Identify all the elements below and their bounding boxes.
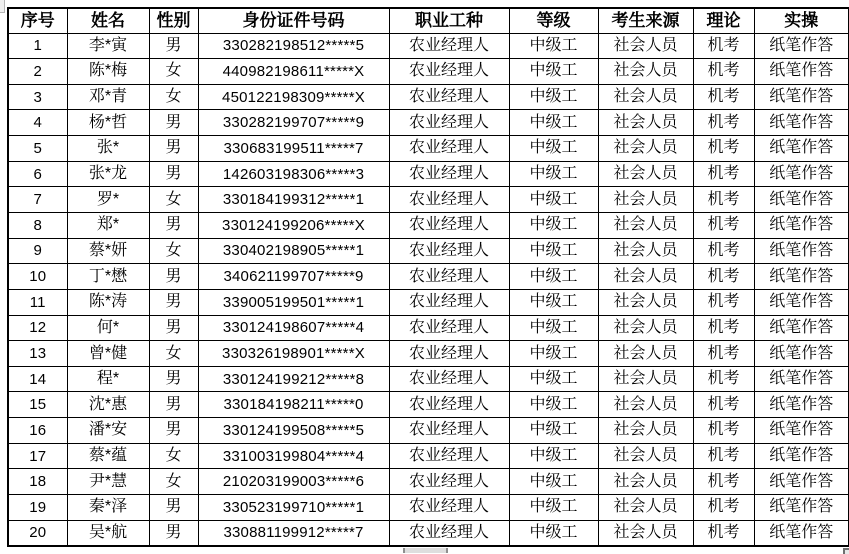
- cell-id_number[interactable]: 330282198512*****5: [198, 33, 389, 59]
- cell-id_number[interactable]: 339005199501*****1: [198, 289, 389, 315]
- cell-source[interactable]: 社会人员: [598, 418, 693, 444]
- cell-practical[interactable]: 纸笔作答: [754, 418, 849, 444]
- cell-practical[interactable]: 纸笔作答: [754, 238, 849, 264]
- cell-source[interactable]: 社会人员: [598, 366, 693, 392]
- cell-practical[interactable]: 纸笔作答: [754, 212, 849, 238]
- column-header-gender[interactable]: 性别: [149, 8, 198, 33]
- table-row: [8, 212, 849, 238]
- cell-occupation[interactable]: 农业经理人: [389, 33, 509, 59]
- table-row: [8, 418, 849, 444]
- table-row: [8, 84, 849, 110]
- cell-level[interactable]: 中级工: [509, 110, 598, 136]
- cell-id_number[interactable]: 330124198607*****4: [198, 315, 389, 341]
- cell-level[interactable]: 中级工: [509, 443, 598, 469]
- cell-source[interactable]: 社会人员: [598, 469, 693, 495]
- column-header-name[interactable]: 姓名: [67, 8, 149, 33]
- cell-occupation[interactable]: 农业经理人: [389, 495, 509, 521]
- cell-practical[interactable]: 纸笔作答: [754, 443, 849, 469]
- cell-source[interactable]: 社会人员: [598, 212, 693, 238]
- cell-source[interactable]: 社会人员: [598, 264, 693, 290]
- cell-name[interactable]: 曾*健: [67, 341, 149, 367]
- column-header-theory[interactable]: 理论: [693, 8, 754, 33]
- cell-level[interactable]: 中级工: [509, 289, 598, 315]
- cell-id_number[interactable]: 440982198611*****X: [198, 59, 389, 85]
- cell-gender[interactable]: 男: [149, 520, 198, 546]
- cell-no[interactable]: 8: [8, 212, 67, 238]
- cell-theory[interactable]: 机考: [693, 443, 754, 469]
- table-row: [8, 238, 849, 264]
- cell-level[interactable]: 中级工: [509, 59, 598, 85]
- table-row: [8, 495, 849, 521]
- cell-occupation[interactable]: 农业经理人: [389, 161, 509, 187]
- cell-gender[interactable]: 女: [149, 59, 198, 85]
- cell-theory[interactable]: 机考: [693, 187, 754, 213]
- column-header-occupation[interactable]: 职业工种: [389, 8, 509, 33]
- column-header-practical[interactable]: 实操: [754, 8, 849, 33]
- cell-id_number[interactable]: 330184199312*****1: [198, 187, 389, 213]
- cell-id_number[interactable]: 330124199212*****8: [198, 366, 389, 392]
- cell-source[interactable]: 社会人员: [598, 443, 693, 469]
- cell-practical[interactable]: 纸笔作答: [754, 289, 849, 315]
- cell-theory[interactable]: 机考: [693, 136, 754, 162]
- cell-id_number[interactable]: 142603198306*****3: [198, 161, 389, 187]
- cell-source[interactable]: 社会人员: [598, 315, 693, 341]
- table-row: [8, 520, 849, 546]
- table-row: [8, 187, 849, 213]
- cell-name[interactable]: 程*: [67, 366, 149, 392]
- cell-name[interactable]: 吴*航: [67, 520, 149, 546]
- cell-practical[interactable]: 纸笔作答: [754, 469, 849, 495]
- cell-level[interactable]: 中级工: [509, 264, 598, 290]
- table-row: [8, 136, 849, 162]
- cell-no[interactable]: 6: [8, 161, 67, 187]
- cell-theory[interactable]: 机考: [693, 33, 754, 59]
- cell-level[interactable]: 中级工: [509, 161, 598, 187]
- cell-occupation[interactable]: 农业经理人: [389, 264, 509, 290]
- cell-name[interactable]: 张*: [67, 136, 149, 162]
- cell-id_number[interactable]: 210203199003*****6: [198, 469, 389, 495]
- cell-gender[interactable]: 女: [149, 187, 198, 213]
- cell-gender[interactable]: 男: [149, 315, 198, 341]
- cell-source[interactable]: 社会人员: [598, 59, 693, 85]
- table-row: [8, 392, 849, 418]
- cell-level[interactable]: 中级工: [509, 238, 598, 264]
- cell-id_number[interactable]: 330683199511*****7: [198, 136, 389, 162]
- cell-name[interactable]: 陈*涛: [67, 289, 149, 315]
- cell-id_number[interactable]: 330523199710*****1: [198, 495, 389, 521]
- cell-no[interactable]: 2: [8, 59, 67, 85]
- cell-source[interactable]: 社会人员: [598, 520, 693, 546]
- cell-level[interactable]: 中级工: [509, 520, 598, 546]
- cell-level[interactable]: 中级工: [509, 212, 598, 238]
- cell-practical[interactable]: 纸笔作答: [754, 264, 849, 290]
- cell-practical[interactable]: 纸笔作答: [754, 59, 849, 85]
- cell-no[interactable]: 17: [8, 443, 67, 469]
- table-row: [8, 341, 849, 367]
- cell-level[interactable]: 中级工: [509, 341, 598, 367]
- cell-level[interactable]: 中级工: [509, 469, 598, 495]
- cell-occupation[interactable]: 农业经理人: [389, 238, 509, 264]
- cell-theory[interactable]: 机考: [693, 341, 754, 367]
- cell-source[interactable]: 社会人员: [598, 33, 693, 59]
- cell-level[interactable]: 中级工: [509, 418, 598, 444]
- table-row: [8, 289, 849, 315]
- table-row: [8, 469, 849, 495]
- cell-theory[interactable]: 机考: [693, 84, 754, 110]
- cell-gender[interactable]: 女: [149, 84, 198, 110]
- cell-no[interactable]: 15: [8, 392, 67, 418]
- cell-theory[interactable]: 机考: [693, 264, 754, 290]
- cell-source[interactable]: 社会人员: [598, 341, 693, 367]
- scrollbar-fragment-top-left[interactable]: [0, 0, 5, 13]
- cell-id_number[interactable]: 331003199804*****4: [198, 443, 389, 469]
- cell-no[interactable]: 13: [8, 341, 67, 367]
- cell-practical[interactable]: 纸笔作答: [754, 84, 849, 110]
- cell-theory[interactable]: 机考: [693, 238, 754, 264]
- cell-no[interactable]: 5: [8, 136, 67, 162]
- cell-practical[interactable]: 纸笔作答: [754, 341, 849, 367]
- cell-gender[interactable]: 男: [149, 289, 198, 315]
- cell-theory[interactable]: 机考: [693, 110, 754, 136]
- cell-gender[interactable]: 男: [149, 418, 198, 444]
- cell-gender[interactable]: 男: [149, 392, 198, 418]
- cell-occupation[interactable]: 农业经理人: [389, 136, 509, 162]
- cell-name[interactable]: 潘*安: [67, 418, 149, 444]
- column-header-id_number[interactable]: 身份证件号码: [198, 8, 389, 33]
- cell-name[interactable]: 何*: [67, 315, 149, 341]
- cell-no[interactable]: 14: [8, 366, 67, 392]
- cell-gender[interactable]: 女: [149, 341, 198, 367]
- cell-gender[interactable]: 男: [149, 495, 198, 521]
- cell-practical[interactable]: 纸笔作答: [754, 187, 849, 213]
- cell-practical[interactable]: 纸笔作答: [754, 33, 849, 59]
- cell-id_number[interactable]: 330402198905*****1: [198, 238, 389, 264]
- cell-no[interactable]: 10: [8, 264, 67, 290]
- cell-id_number[interactable]: 450122198309*****X: [198, 84, 389, 110]
- cell-id_number[interactable]: 330124199206*****X: [198, 212, 389, 238]
- cell-occupation[interactable]: 农业经理人: [389, 341, 509, 367]
- cell-theory[interactable]: 机考: [693, 418, 754, 444]
- cell-gender[interactable]: 女: [149, 443, 198, 469]
- cell-level[interactable]: 中级工: [509, 315, 598, 341]
- cell-gender[interactable]: 男: [149, 33, 198, 59]
- cell-no[interactable]: 9: [8, 238, 67, 264]
- cell-level[interactable]: 中级工: [509, 366, 598, 392]
- cell-name[interactable]: 杨*哲: [67, 110, 149, 136]
- cell-occupation[interactable]: 农业经理人: [389, 84, 509, 110]
- cell-theory[interactable]: 机考: [693, 520, 754, 546]
- table-row: [8, 315, 849, 341]
- column-header-level[interactable]: 等级: [509, 8, 598, 33]
- cell-theory[interactable]: 机考: [693, 315, 754, 341]
- cell-source[interactable]: 社会人员: [598, 84, 693, 110]
- cell-level[interactable]: 中级工: [509, 187, 598, 213]
- cell-occupation[interactable]: 农业经理人: [389, 366, 509, 392]
- cell-level[interactable]: 中级工: [509, 495, 598, 521]
- table-row: [8, 366, 849, 392]
- table-row: [8, 161, 849, 187]
- cell-id_number[interactable]: 330184198211*****0: [198, 392, 389, 418]
- cell-occupation[interactable]: 农业经理人: [389, 187, 509, 213]
- cell-practical[interactable]: 纸笔作答: [754, 161, 849, 187]
- cell-theory[interactable]: 机考: [693, 212, 754, 238]
- cell-no[interactable]: 12: [8, 315, 67, 341]
- cell-no[interactable]: 18: [8, 469, 67, 495]
- cell-name[interactable]: 邓*青: [67, 84, 149, 110]
- cell-theory[interactable]: 机考: [693, 59, 754, 85]
- cell-occupation[interactable]: 农业经理人: [389, 289, 509, 315]
- cell-no[interactable]: 1: [8, 33, 67, 59]
- cell-level[interactable]: 中级工: [509, 33, 598, 59]
- cell-occupation[interactable]: 农业经理人: [389, 59, 509, 85]
- table-row: [8, 443, 849, 469]
- cell-name[interactable]: 张*龙: [67, 161, 149, 187]
- cell-id_number[interactable]: 330881199912*****7: [198, 520, 389, 546]
- cell-gender[interactable]: 男: [149, 161, 198, 187]
- cell-name[interactable]: 蔡*蕴: [67, 443, 149, 469]
- cell-gender[interactable]: 男: [149, 136, 198, 162]
- cell-id_number[interactable]: 330124199508*****5: [198, 418, 389, 444]
- cell-no[interactable]: 16: [8, 418, 67, 444]
- cell-occupation[interactable]: 农业经理人: [389, 418, 509, 444]
- cell-name[interactable]: 李*寅: [67, 33, 149, 59]
- cell-source[interactable]: 社会人员: [598, 110, 693, 136]
- cell-practical[interactable]: 纸笔作答: [754, 136, 849, 162]
- cell-practical[interactable]: 纸笔作答: [754, 520, 849, 546]
- table-row: [8, 33, 849, 59]
- table-row: [8, 110, 849, 136]
- cell-practical[interactable]: 纸笔作答: [754, 495, 849, 521]
- cell-practical[interactable]: 纸笔作答: [754, 315, 849, 341]
- cell-id_number[interactable]: 340621199707*****9: [198, 264, 389, 290]
- cell-name[interactable]: 秦*泽: [67, 495, 149, 521]
- cell-gender[interactable]: 男: [149, 212, 198, 238]
- table-row: [8, 59, 849, 85]
- cell-theory[interactable]: 机考: [693, 495, 754, 521]
- cell-occupation[interactable]: 农业经理人: [389, 469, 509, 495]
- cell-name[interactable]: 郑*: [67, 212, 149, 238]
- cell-no[interactable]: 11: [8, 289, 67, 315]
- cell-level[interactable]: 中级工: [509, 84, 598, 110]
- cell-theory[interactable]: 机考: [693, 366, 754, 392]
- cell-no[interactable]: 19: [8, 495, 67, 521]
- cell-name[interactable]: 罗*: [67, 187, 149, 213]
- cell-occupation[interactable]: 农业经理人: [389, 520, 509, 546]
- cell-name[interactable]: 沈*惠: [67, 392, 149, 418]
- cell-no[interactable]: 4: [8, 110, 67, 136]
- cell-no[interactable]: 7: [8, 187, 67, 213]
- cell-name[interactable]: 蔡*妍: [67, 238, 149, 264]
- cell-source[interactable]: 社会人员: [598, 495, 693, 521]
- cell-gender[interactable]: 女: [149, 469, 198, 495]
- table-body: [8, 33, 849, 546]
- cell-occupation[interactable]: 农业经理人: [389, 110, 509, 136]
- cell-theory[interactable]: 机考: [693, 161, 754, 187]
- cell-source[interactable]: 社会人员: [598, 161, 693, 187]
- horizontal-scrollbar-thumb-fragment[interactable]: [403, 548, 448, 553]
- cell-gender[interactable]: 女: [149, 238, 198, 264]
- cell-source[interactable]: 社会人员: [598, 238, 693, 264]
- cell-occupation[interactable]: 农业经理人: [389, 392, 509, 418]
- cell-no[interactable]: 20: [8, 520, 67, 546]
- cell-occupation[interactable]: 农业经理人: [389, 212, 509, 238]
- cell-gender[interactable]: 男: [149, 264, 198, 290]
- cell-practical[interactable]: 纸笔作答: [754, 366, 849, 392]
- cell-name[interactable]: 陈*梅: [67, 59, 149, 85]
- header-row: [8, 8, 849, 33]
- cell-source[interactable]: 社会人员: [598, 289, 693, 315]
- scrollbar-corner-fragment[interactable]: [843, 548, 849, 554]
- cell-id_number[interactable]: 330282199707*****9: [198, 110, 389, 136]
- cell-source[interactable]: 社会人员: [598, 136, 693, 162]
- cell-name[interactable]: 丁*懋: [67, 264, 149, 290]
- cell-id_number[interactable]: 330326198901*****X: [198, 341, 389, 367]
- cell-gender[interactable]: 男: [149, 366, 198, 392]
- cell-occupation[interactable]: 农业经理人: [389, 315, 509, 341]
- column-header-source[interactable]: 考生来源: [598, 8, 693, 33]
- cell-theory[interactable]: 机考: [693, 469, 754, 495]
- cell-occupation[interactable]: 农业经理人: [389, 443, 509, 469]
- cell-gender[interactable]: 男: [149, 110, 198, 136]
- column-header-no[interactable]: 序号: [8, 8, 67, 33]
- cell-level[interactable]: 中级工: [509, 392, 598, 418]
- cell-name[interactable]: 尹*慧: [67, 469, 149, 495]
- cell-level[interactable]: 中级工: [509, 136, 598, 162]
- cell-practical[interactable]: 纸笔作答: [754, 110, 849, 136]
- cell-no[interactable]: 3: [8, 84, 67, 110]
- candidate-roster-table: [7, 7, 849, 547]
- cell-theory[interactable]: 机考: [693, 289, 754, 315]
- cell-source[interactable]: 社会人员: [598, 392, 693, 418]
- cell-practical[interactable]: 纸笔作答: [754, 392, 849, 418]
- cell-source[interactable]: 社会人员: [598, 187, 693, 213]
- table-row: [8, 264, 849, 290]
- cell-theory[interactable]: 机考: [693, 392, 754, 418]
